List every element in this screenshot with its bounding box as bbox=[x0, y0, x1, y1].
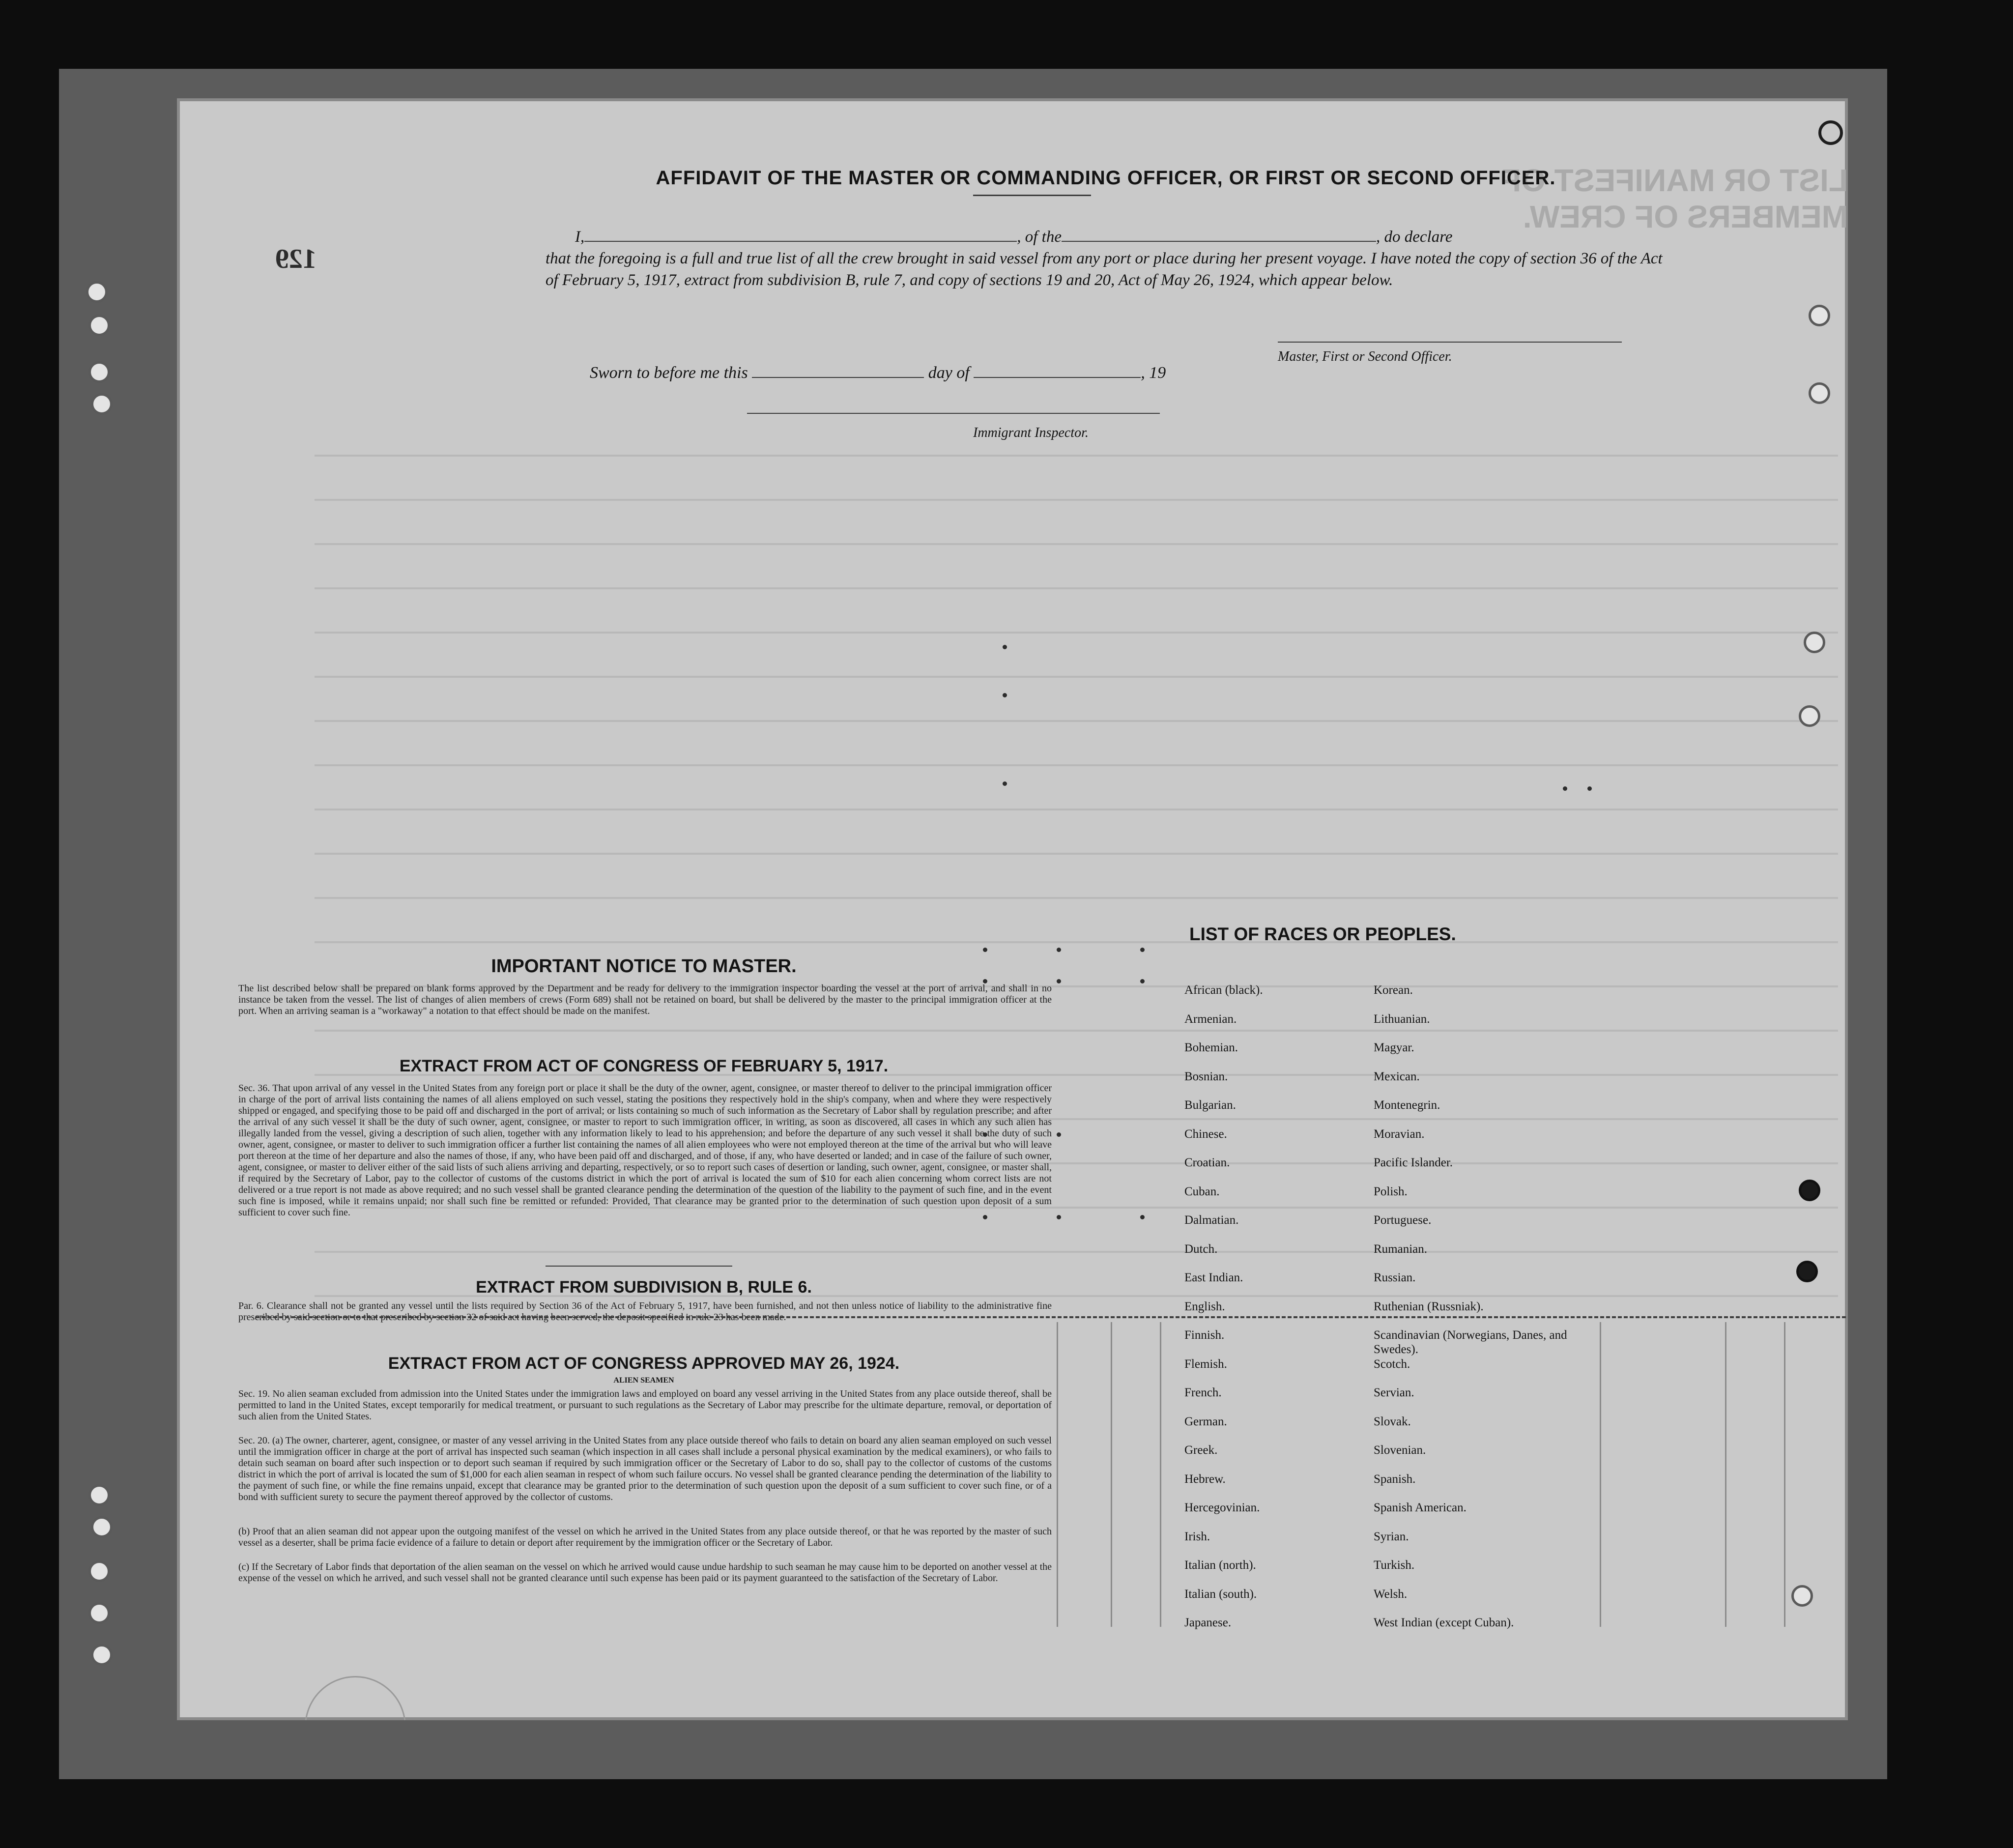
extract-1924-sec20a: Sec. 20. (a) The owner, charterer, agent, consignee, or master of any vessel arriving in the United States from any place outside thereof who fails to detain on board any alien seaman employed on such vessel until the immigration officer in charge at the port of arrival has inspected such seaman (which inspection in all cases shall include a personal physical examination by the medical examiners), or who fails to detain such seaman on board after such inspection or to deport such seaman if required by such immigration officer or the Secretary of Labor to do so, shall pay to the collector of customs of the customs district in which the port of arrival is located the sum of $1,000 for each alien seaman in respect of whom such failure occurs. No vessel shall be granted clearance pending the determination of the liability to the payment of such fine, or while the fine remains unpaid, except that clearance may be granted prior to the determination of such question upon the deposit of a sum sufficient to cover such fine, or of a bond with sufficient surety to secure the payment thereof approved by the collector of customs. bbox=[238, 1435, 1052, 1502]
race-item: African (black). bbox=[1184, 983, 1263, 997]
race-item: Irish. bbox=[1184, 1530, 1210, 1543]
extract-1917-text: Sec. 36. That upon arrival of any vessel in the United States from any foreign port or place it shall be the duty of the owner, agent, consignee, or master thereof to deliver to the principal immigration officer in charge of the port of arrival lists containing the names of all aliens employed on such vessel, stating the positions they respectively hold in the ship's company, when and where they were respectively shipped or engaged, and specifying those to be paid off and discharged in the port of arrival; or lists containing so much of such information as the Secretary of Labor shall by regulation prescribe; and after the arrival of any such vessel it shall be the duty of such owner, agent, consignee, or master to report to such immigration officer, in writing, as soon as discovered, all cases in which any such alien has illegally landed from the vessel, giving a description of such alien, together with any information likely to lead to his apprehension; and before the departure of any such vessel it shall be the duty of such owner, agent, consignee, or master to deliver to such immigration officer a further list containing the names of all alien employees who were not employed thereon at the time of the arrival but who will leave port thereon at the time of her departure and also the names of those, if any, who have been paid off and discharged, and of those, if any, who have deserted or landed; and in case of the failure of such owner, agent, consignee, or master to deliver either of the said lists of such aliens arriving and departing, respectively, or so to report such cases of desertion or landing, such owner, agent, consignee, or master shall, if required by the Secretary of Labor, pay to the collector of customs of the customs district in which the port of arrival is located the sum of $10 for each alien concerning whom correct lists are not delivered or a true report is not made as above required; and no such vessel shall be granted clearance pending the determination of the question of the liability to the payment of such fine, and in the event such fine is imposed, while it remains unpaid; nor shall such fine be remitted or refunded: Provided, That clearance may be granted prior to the determination of such question upon deposit of a sum sufficient to cover such fine. bbox=[238, 1083, 1052, 1218]
race-item: Moravian. bbox=[1374, 1127, 1425, 1141]
manifest-page bbox=[177, 98, 1848, 1720]
punch-hole bbox=[91, 1516, 113, 1538]
race-item: Greek. bbox=[1184, 1444, 1218, 1457]
race-item: Slovenian. bbox=[1374, 1444, 1426, 1457]
extract-1917-title: EXTRACT FROM ACT OF CONGRESS OF FEBRUARY 5, 1917. bbox=[399, 1057, 889, 1075]
extract-1924-sec20c: (c) If the Secretary of Labor finds that deportation of the alien seaman on the vessel on which he arrived would cause undue hardship to such seaman he may cause him to be deported on another vessel at the expense of the vessel on which he arrived, and such vessel shall not be granted clearance until such expense has been paid or its payment guaranteed to the satisfaction of the Secretary of Labor. bbox=[238, 1561, 1052, 1584]
punch-hole bbox=[88, 361, 110, 383]
inspector-signature-line bbox=[747, 413, 1160, 414]
punch-hole bbox=[88, 1602, 110, 1624]
punch-hole bbox=[91, 393, 113, 415]
race-item: Hebrew. bbox=[1184, 1472, 1226, 1486]
race-item: Korean. bbox=[1374, 983, 1413, 997]
race-item: Turkish. bbox=[1374, 1559, 1415, 1572]
race-item: Scotch. bbox=[1374, 1357, 1410, 1371]
extract-rule6-title: EXTRACT FROM SUBDIVISION B, RULE 6. bbox=[476, 1278, 812, 1297]
race-item: Croatian. bbox=[1184, 1156, 1230, 1169]
punch-hole bbox=[1791, 1585, 1813, 1607]
races-title: LIST OF RACES OR PEOPLES. bbox=[1189, 924, 1456, 944]
faint-stamp bbox=[305, 1676, 406, 1720]
race-item: East Indian. bbox=[1184, 1271, 1243, 1284]
race-item: Spanish. bbox=[1374, 1472, 1416, 1486]
race-item: Finnish. bbox=[1184, 1328, 1225, 1342]
race-item: Polish. bbox=[1374, 1184, 1408, 1198]
race-item: Bosnian. bbox=[1184, 1069, 1228, 1083]
race-item: West Indian (except Cuban). bbox=[1374, 1616, 1514, 1629]
race-item: German. bbox=[1184, 1415, 1227, 1428]
race-item: Servian. bbox=[1374, 1386, 1414, 1399]
punch-hole bbox=[88, 1560, 110, 1582]
race-item: Bohemian. bbox=[1184, 1041, 1238, 1054]
section-divider bbox=[546, 1266, 732, 1267]
race-item: Rumanian. bbox=[1374, 1242, 1428, 1256]
extract-1924-sec20b: (b) Proof that an alien seaman did not appear upon the outgoing manifest of the vessel on which he arrived in the United States from any place outside thereof, or that he was reported by the master of such vessel as a deserter, shall be prima facie evidence of a failure to detain or deport after requirement by the immigration officer or the Secretary of Labor. bbox=[238, 1526, 1052, 1548]
race-item: Mexican. bbox=[1374, 1069, 1420, 1083]
race-item: Armenian. bbox=[1184, 1012, 1237, 1026]
race-item: Ruthenian (Russniak). bbox=[1374, 1299, 1484, 1313]
signature-caption: Master, First or Second Officer. bbox=[1278, 349, 1452, 364]
day-blank bbox=[752, 364, 924, 378]
corner-ring bbox=[1818, 120, 1843, 145]
vessel-blank bbox=[1062, 227, 1376, 242]
punch-hole bbox=[88, 315, 110, 336]
race-item: Chinese. bbox=[1184, 1127, 1227, 1141]
race-item: Italian (north). bbox=[1184, 1559, 1256, 1572]
punch-hole bbox=[1809, 305, 1830, 326]
race-item: French. bbox=[1184, 1386, 1222, 1399]
race-item: Dalmatian. bbox=[1184, 1213, 1239, 1227]
race-item: Magyar. bbox=[1374, 1041, 1414, 1054]
affidavit-title: AFFIDAVIT OF THE MASTER OR COMMANDING OFFICER, OR FIRST OR SECOND OFFICER. bbox=[656, 167, 1556, 189]
race-item: Scandinavian (Norwegians, Danes, and Swedes). bbox=[1374, 1328, 1567, 1356]
race-item: Spanish American. bbox=[1374, 1501, 1467, 1514]
notice-text: The list described below shall be prepared on blank forms approved by the Department and be ready for delivery to the immigration inspector boarding the vessel at the port of arrival, and shall in no instance be taken from the vessel. The list of changes of alien members of crews (Form 689) shall not be retained on board, but shall be delivered by the master to the principal immigration officer at the port. When an arriving seaman is a "workaway" a notation to that effect should be made on the manifest. bbox=[238, 983, 1052, 1016]
fold-line bbox=[256, 1316, 1848, 1318]
notice-title: IMPORTANT NOTICE TO MASTER. bbox=[491, 956, 797, 977]
signature-line bbox=[1278, 342, 1622, 343]
punch-hole bbox=[1809, 382, 1830, 404]
race-item: Pacific Islander. bbox=[1374, 1156, 1453, 1169]
race-item: Slovak. bbox=[1374, 1415, 1411, 1428]
punch-hole bbox=[1799, 1180, 1820, 1201]
race-item: Welsh. bbox=[1374, 1587, 1408, 1601]
affidavit-body-text: that the foregoing is a full and true list of all the crew brought in said vessel from any port or place during her present voyage. I have noted the copy of section 36 of the Act of February 5, 1917, extract from subdivision B, rule 7, and copy of sections 19 and 20, Act of May 26, 1924, which appear below. bbox=[546, 250, 1663, 289]
race-item: Russian. bbox=[1374, 1271, 1416, 1284]
race-item: Cuban. bbox=[1184, 1184, 1220, 1198]
sworn-statement bbox=[590, 364, 1166, 382]
punch-hole bbox=[1796, 1261, 1818, 1282]
inspector-caption: Immigrant Inspector. bbox=[973, 425, 1089, 440]
race-item: Lithuanian. bbox=[1374, 1012, 1430, 1026]
month-blank bbox=[974, 364, 1141, 378]
sworn-day-of: day of bbox=[928, 364, 970, 382]
race-item: Japanese. bbox=[1184, 1616, 1232, 1629]
race-item: Portuguese. bbox=[1374, 1213, 1432, 1227]
declaration-of-the: , of the bbox=[1017, 228, 1062, 246]
races-left-column bbox=[1184, 983, 1352, 1645]
races-right-column bbox=[1374, 983, 1580, 1645]
punch-hole bbox=[1804, 632, 1825, 653]
race-item: Montenegrin. bbox=[1374, 1098, 1440, 1112]
race-item: Hercegovinian. bbox=[1184, 1501, 1260, 1514]
declaration-end: , do declare bbox=[1376, 228, 1453, 246]
extract-rule6-text: Par. 6. Clearance shall not be granted any vessel until the lists required by Section 36 of the Act of February 5, 1917, have been furnished, and not then unless notice of liability to the administrative fine prescribed by said section or to that prescribed by section 32 of said act having been served, the deposit specified in rule 23 has been made. bbox=[238, 1300, 1052, 1323]
race-item: Bulgarian. bbox=[1184, 1098, 1236, 1112]
bleed-through-heading: LIST OR MANIFEST OF MEMBERS OF CREW. bbox=[1502, 163, 1848, 234]
punch-hole bbox=[91, 1644, 113, 1666]
sworn-year: , 19 bbox=[1141, 364, 1166, 382]
race-item: Italian (south). bbox=[1184, 1587, 1257, 1601]
punch-hole bbox=[86, 281, 108, 303]
punch-hole bbox=[88, 1484, 110, 1506]
serial-number: 129 bbox=[275, 244, 316, 274]
sworn-prefix: Sworn to before me this bbox=[590, 364, 748, 382]
affidavit-text bbox=[546, 226, 1666, 291]
title-underline bbox=[973, 195, 1091, 196]
extract-1924-sec19: Sec. 19. No alien seaman excluded from admission into the United States under the immigration laws and employed on board any vessel arriving in the United States from any place outside thereof, shall be permitted to land in the United States, except temporarily for medical treatment, or pursuant to such regulations as the Secretary of Labor may prescribe for the ultimate departure, removal, or deportation of such alien from the United States. bbox=[238, 1388, 1052, 1422]
race-item: Flemish. bbox=[1184, 1357, 1227, 1371]
race-item: English. bbox=[1184, 1299, 1225, 1313]
punch-hole bbox=[1799, 705, 1820, 727]
extract-1924-title: EXTRACT FROM ACT OF CONGRESS APPROVED MAY 26, 1924. bbox=[388, 1354, 900, 1373]
declaration-i: I, bbox=[575, 228, 585, 246]
extract-1924-subtitle: ALIEN SEAMEN bbox=[613, 1376, 674, 1385]
race-item: Dutch. bbox=[1184, 1242, 1218, 1256]
name-blank bbox=[584, 227, 1017, 242]
race-item: Syrian. bbox=[1374, 1530, 1409, 1543]
